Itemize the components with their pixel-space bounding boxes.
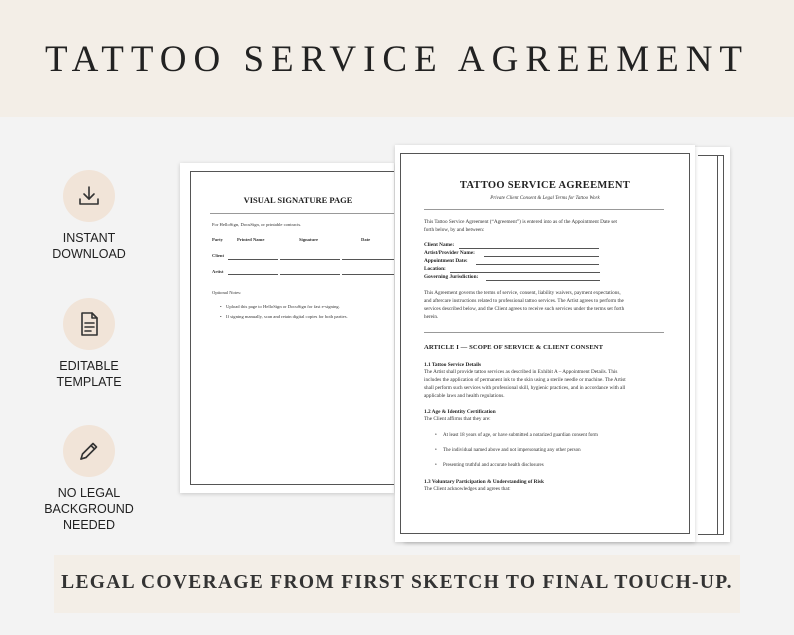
paragraph-line: The Client affirms that they are: [424, 416, 491, 422]
paragraph-line: shall perform such services with professional skill, hygienic practices, and in accordance with all [424, 385, 626, 391]
column-printed-name: Printed Name [237, 237, 265, 242]
artist-signature-line[interactable] [280, 274, 340, 275]
feature-label: NO LEGAL BACKGROUND NEEDED [44, 486, 134, 532]
note-item: If signing manually, scan and retain digital copies for both parties. [226, 314, 348, 319]
column-party: Party [212, 237, 223, 242]
column-signature: Signature [299, 237, 319, 242]
paragraph-line: This Agreement governs the terms of service, consent, liability waivers, payment expectations, [424, 290, 621, 296]
intro-line: This Tattoo Service Agreement (“Agreement”) is entered into as of the Appointment Date set [424, 219, 618, 225]
feature-label: INSTANT DOWNLOAD [52, 231, 126, 261]
field-jurisdiction: Governing Jurisdiction: [424, 274, 479, 280]
field-client-name: Client Name: [424, 242, 455, 248]
paragraph-line: services described below, and the Client agrees to receive such services under the terms set forth [424, 306, 625, 312]
divider [424, 332, 664, 333]
note-item: Upload this page to HelloSign or DocuSign for fast e-signing. [226, 304, 340, 309]
agreement-page-preview [395, 145, 695, 542]
divider [210, 213, 394, 214]
paragraph-line: The Client acknowledges and agrees that: [424, 486, 511, 492]
bullet-dot: • [220, 304, 222, 309]
jurisdiction-line[interactable] [486, 280, 600, 281]
download-icon [63, 170, 115, 222]
page-title: TATTOO SERVICE AGREEMENT [44, 39, 750, 80]
client-name-line[interactable] [459, 248, 599, 249]
feature-editable-template [30, 298, 148, 390]
column-date: Date [361, 237, 371, 242]
client-signature-line[interactable] [280, 259, 340, 260]
signature-intro: For HelloSign, DocuSign, or printable contracts. [212, 222, 302, 227]
feature-instant-download [30, 170, 148, 262]
signature-page-preview [180, 163, 394, 493]
appointment-date-line[interactable] [476, 264, 599, 265]
field-appointment-date: Appointment Date: [424, 258, 468, 264]
feature-label: EDITABLE TEMPLATE [56, 359, 122, 389]
row-artist: Artist [212, 269, 224, 274]
article-heading: ARTICLE I — SCOPE OF SERVICE & CLIENT CONSENT [424, 344, 604, 351]
list-item: • At least 18 years of age, or have submitted a notarized guardian consent form [443, 433, 598, 438]
paragraph-line: The Artist shall provide tattoo services as described in Exhibit A – Appointment Details. This [424, 369, 618, 375]
section-heading: 1.2 Age & Identity Certification [424, 409, 496, 415]
feature-no-legal-background [30, 425, 148, 533]
client-name-line[interactable] [228, 259, 278, 260]
client-date-line[interactable] [342, 259, 394, 260]
page-border [704, 155, 724, 535]
field-artist-name: Artist/Provider Name: [424, 250, 475, 256]
pencil-icon [63, 425, 115, 477]
tagline: LEGAL COVERAGE FROM FIRST SKETCH TO FINAL TOUCH-UP. [61, 572, 733, 593]
section-heading: 1.1 Tattoo Service Details [424, 362, 482, 368]
paragraph-line: includes the application of permanent ink to the skin using a sterile needle or machine. The Artist [424, 377, 626, 383]
paragraph-line: herein. [424, 314, 439, 320]
notes-label: Optional Notes: [212, 290, 242, 295]
divider [424, 209, 664, 210]
page-border [190, 171, 394, 485]
field-location: Location: [424, 266, 446, 272]
artist-name-line[interactable] [228, 274, 278, 275]
paragraph-line: and aftercare instructions related to professional tattoo services. The Artist agrees to perform the [424, 298, 624, 304]
artist-name-line[interactable] [484, 256, 599, 257]
agreement-subtitle: Private Client Consent & Legal Terms for Tattoo Work [490, 196, 600, 201]
row-client: Client [212, 253, 224, 258]
list-item: • The individual named above and not impersonating any other person [443, 448, 581, 453]
bullet-dot: • [220, 314, 222, 319]
document-icon [63, 298, 115, 350]
section-heading: 1.3 Voluntary Participation & Understanding of Risk [424, 479, 544, 485]
list-item: • Presenting truthful and accurate health disclosures [443, 463, 544, 468]
paragraph-line: applicable laws and health regulations. [424, 393, 505, 399]
signature-page-title: VISUAL SIGNATURE PAGE [243, 195, 353, 205]
intro-line: forth below, by and between: [424, 227, 485, 233]
location-line[interactable] [450, 272, 600, 273]
agreement-title: TATTOO SERVICE AGREEMENT [459, 180, 631, 191]
artist-date-line[interactable] [342, 274, 394, 275]
